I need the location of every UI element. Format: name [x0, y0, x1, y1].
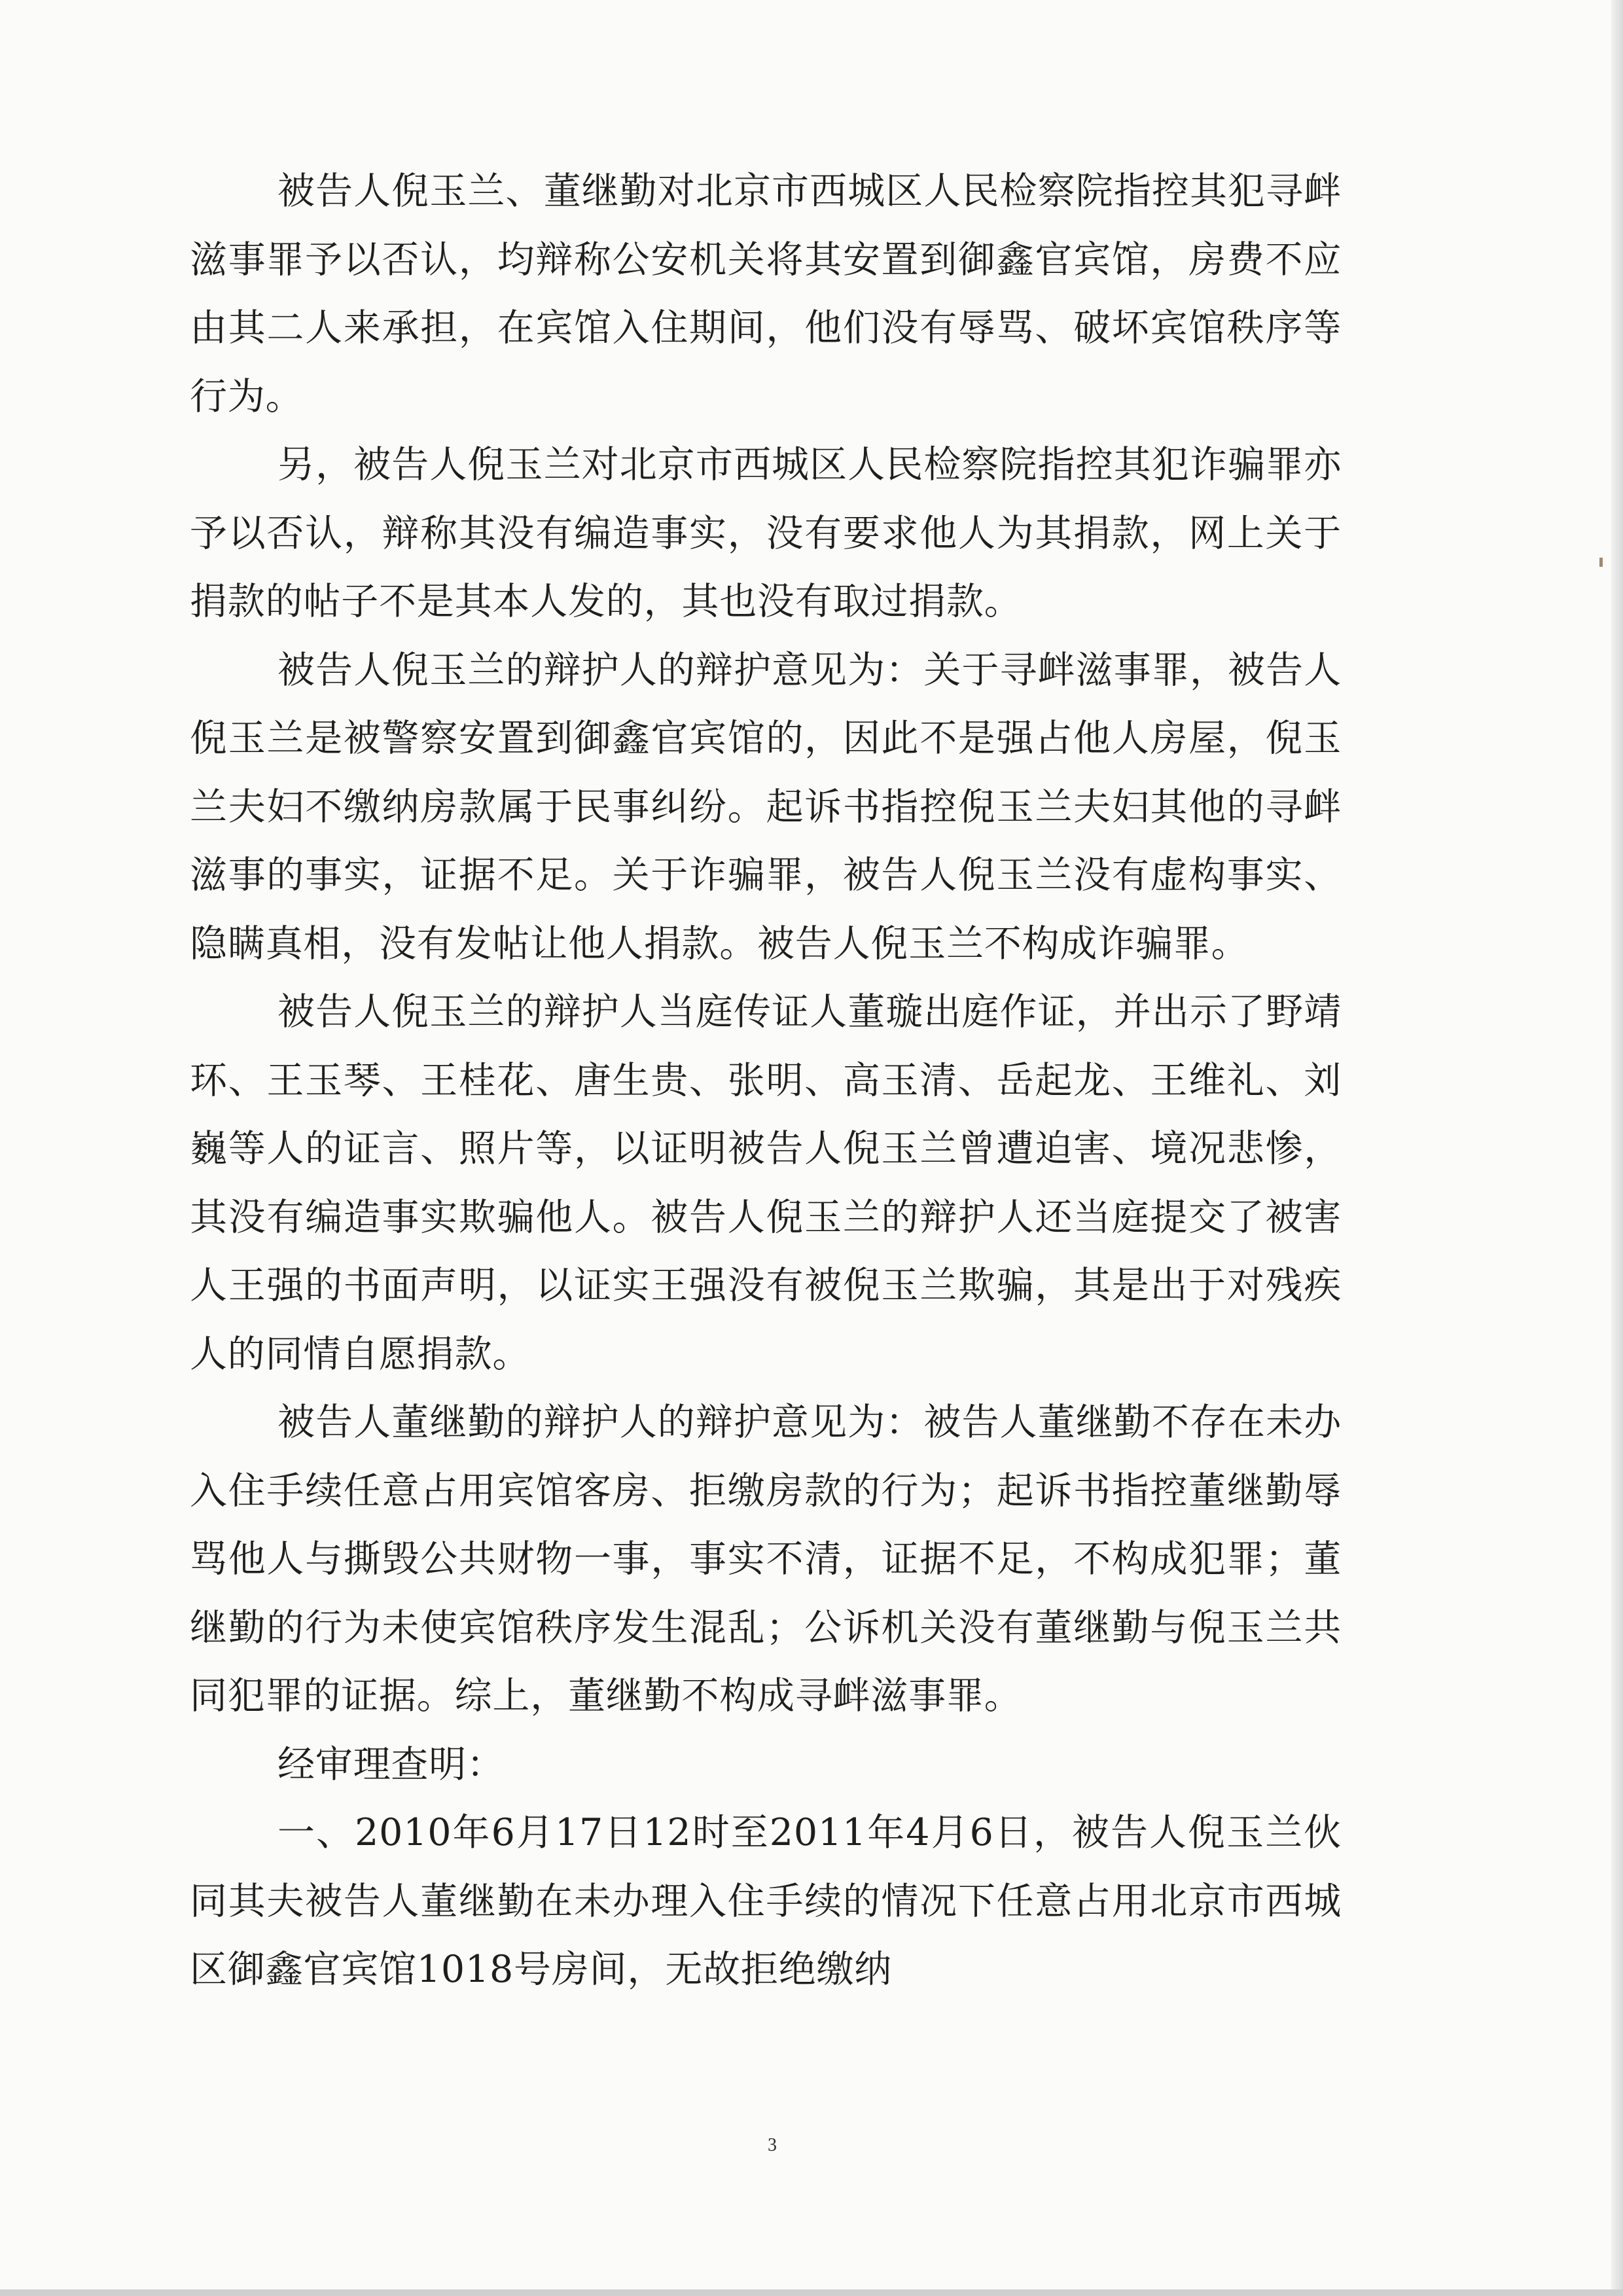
scan-edge-bottom	[0, 2289, 1623, 2296]
document-body	[190, 157, 1342, 2004]
paragraph-defense-opinion-dong: 被告人董继勤的辩护人的辩护意见为：被告人董继勤不存在未办入住手续任意占用宾馆客房、拒缴房款的行为；起诉书指控董继勤辱骂他人与撕毁公共财物一事，事实不清，证据不足，不构成犯罪；董继勤的行为未使宾馆秩序发生混乱；公诉机关没有董继勤与倪玉兰共同犯罪的证据。综上，董继勤不构成寻衅滋事罪。	[190, 1401, 1342, 1717]
paragraph-finding-one: 一、2010年6月17日12时至2011年4月6日，被告人倪玉兰伙同其夫被告人董继勤在未办理入住手续的情况下任意占用北京市西城区御鑫官宾馆1018号房间，无故拒绝缴纳	[190, 1811, 1342, 1991]
paragraph-defendants-denial: 被告人倪玉兰、董继勤对北京市西城区人民检察院指控其犯寻衅滋事罪予以否认，均辩称公安机关将其安置到御鑫官宾馆，房费不应由其二人来承担，在宾馆入住期间，他们没有辱骂、破坏宾馆秩序等行为。	[190, 170, 1342, 418]
paragraph-fraud-denial: 另，被告人倪玉兰对北京市西城区人民检察院指控其犯诈骗罪亦予以否认，辩称其没有编造事实，没有要求他人为其捐款，网上关于捐款的帖子不是其本人发的，其也没有取过捐款。	[190, 443, 1342, 623]
scan-speck	[1599, 558, 1603, 567]
paragraph-findings-heading: 经审理查明：	[277, 1742, 505, 1786]
paragraph-witness-evidence: 被告人倪玉兰的辩护人当庭传证人董璇出庭作证，并出示了野靖环、王玉琴、王桂花、唐生贵、张明、高玉清、岳起龙、王维礼、刘巍等人的证言、照片等，以证明被告人倪玉兰曾遭迫害、境况悲惨，其没有编造事实欺骗他人。被告人倪玉兰的辩护人还当庭提交了被害人王强的书面声明，以证实王强没有被倪玉兰欺骗，其是出于对残疾人的同情自愿捐款。	[190, 990, 1342, 1376]
paragraph-defense-opinion-ni: 被告人倪玉兰的辩护人的辩护意见为：关于寻衅滋事罪，被告人倪玉兰是被警察安置到御鑫官宾馆的，因此不是强占他人房屋，倪玉兰夫妇不缴纳房款属于民事纠纷。起诉书指控倪玉兰夫妇其他的寻衅滋事的事实，证据不足。关于诈骗罪，被告人倪玉兰没有虚构事实、隐瞒真相，没有发帖让他人捐款。被告人倪玉兰不构成诈骗罪。	[190, 648, 1342, 965]
scan-edge-right	[1611, 0, 1623, 2296]
page-number: 3	[768, 2135, 777, 2155]
